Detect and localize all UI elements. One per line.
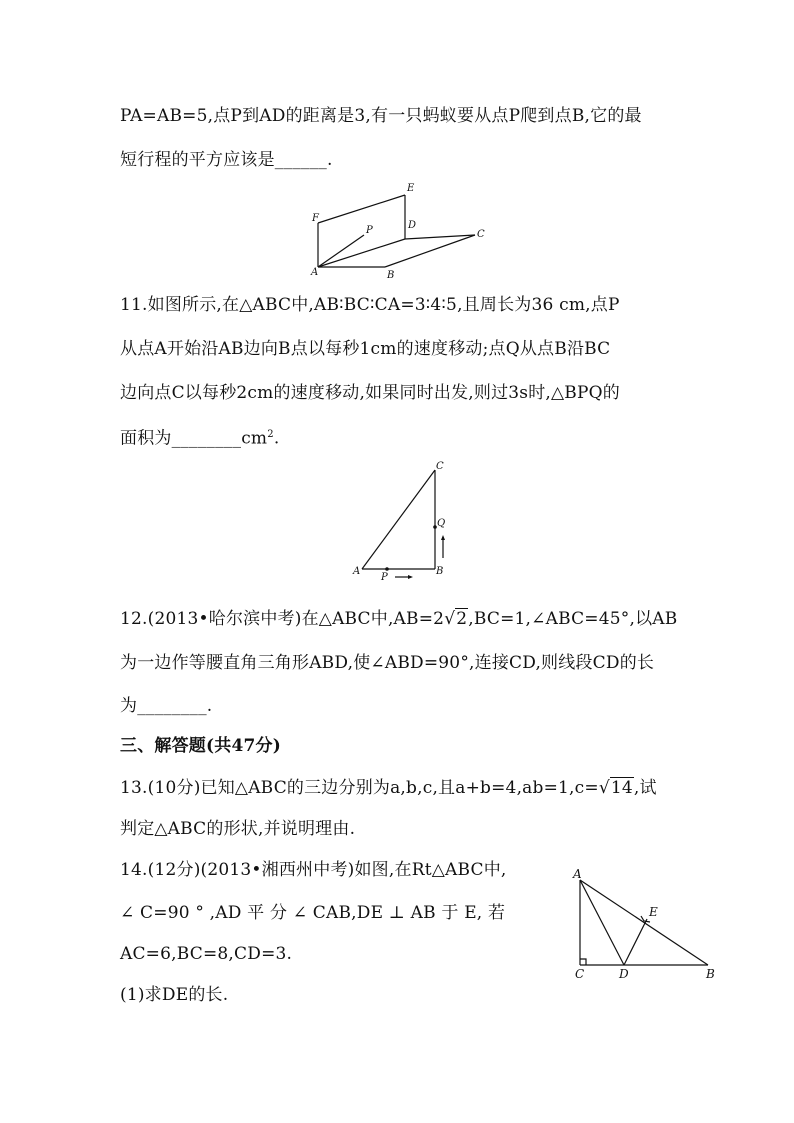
fig14-label-D: D [619, 967, 629, 981]
fig14-label-A: A [573, 867, 582, 881]
q11-line4-end: . [273, 428, 280, 449]
q11-line2: 从点A开始沿AB边向B点以每秒1cm的速度移动;点Q从点B沿BC [120, 339, 611, 359]
fig14-label-B: B [706, 967, 715, 981]
section-title: 三、解答题(共47分) [120, 736, 281, 756]
q12-line2: 为一边作等腰直角三角形ABD,使∠ABD=90°,连接CD,则线段CD的长 [120, 653, 655, 673]
q12-line1-text: 12.(2013•哈尔滨中考)在△ABC中,AB=2 [120, 609, 445, 629]
fig10-label-F: F [312, 213, 319, 224]
q13-line1 [120, 777, 657, 799]
fig10-label-C: C [477, 229, 485, 240]
sqrt-symbol: √14 [598, 778, 633, 798]
q11-line3: 边向点C以每秒2cm的速度移动,如果同时出发,则过3s时,△BPQ的 [120, 383, 620, 403]
fig11-label-P: P [381, 572, 388, 583]
q13-radicand: 14 [610, 778, 633, 798]
fig14-diagram [565, 862, 725, 987]
fig10-label-A: A [311, 267, 319, 278]
q11-line4 [120, 424, 279, 450]
q12-line3: 为________. [120, 696, 213, 716]
fig11-label-B: B [436, 566, 444, 577]
q13-line1-end: ,试 [633, 778, 657, 798]
q12-line1 [120, 608, 677, 630]
fig11-label-Q: Q [437, 518, 446, 529]
sqrt-symbol: √2 [444, 609, 468, 629]
q13-line2: 判定△ABC的形状,并说明理由. [120, 819, 356, 839]
fig14-label-E: E [649, 905, 658, 919]
fig11-diagram [350, 460, 460, 585]
fig14-label-C: C [575, 967, 585, 981]
q14-line1: 14.(12分)(2013•湘西州中考)如图,在Rt△ABC中, [120, 860, 507, 880]
fig10-label-P: P [366, 225, 373, 236]
q12-radicand: 2 [456, 609, 468, 629]
q10-line1: PA=AB=5,点P到AD的距离是3,有一只蚂蚁要从点P爬到点B,它的最 [120, 106, 642, 126]
fig10-label-D: D [408, 220, 417, 231]
q12-line1-end: ,BC=1,∠ABC=45°,以AB [468, 609, 678, 629]
q14-line4: (1)求DE的长. [120, 985, 229, 1005]
q14-line2: ∠ C=90 ° ,AD 平 分 ∠ CAB,DE ⊥ AB 于 E, 若 [120, 903, 506, 923]
fig11-label-A: A [353, 566, 361, 577]
fig11-label-C: C [436, 461, 444, 472]
q13-line1-text: 13.(10分)已知△ABC的三边分别为a,b,c,且a+b=4,ab=1,c= [120, 778, 599, 798]
q11-line1: 11.如图所示,在△ABC中,AB∶BC∶CA=3∶4∶5,且周长为36 cm,点P [120, 295, 620, 315]
fig10-label-B: B [387, 270, 395, 280]
fig10-diagram [305, 180, 495, 280]
q10-line2: 短行程的平方应该是______. [120, 150, 333, 170]
q14-line3: AC=6,BC=8,CD=3. [120, 944, 293, 964]
fig10-label-E: E [407, 183, 415, 194]
q11-line4-text: 面积为________cm [120, 428, 268, 449]
q11-superscript: 2 [267, 429, 274, 440]
